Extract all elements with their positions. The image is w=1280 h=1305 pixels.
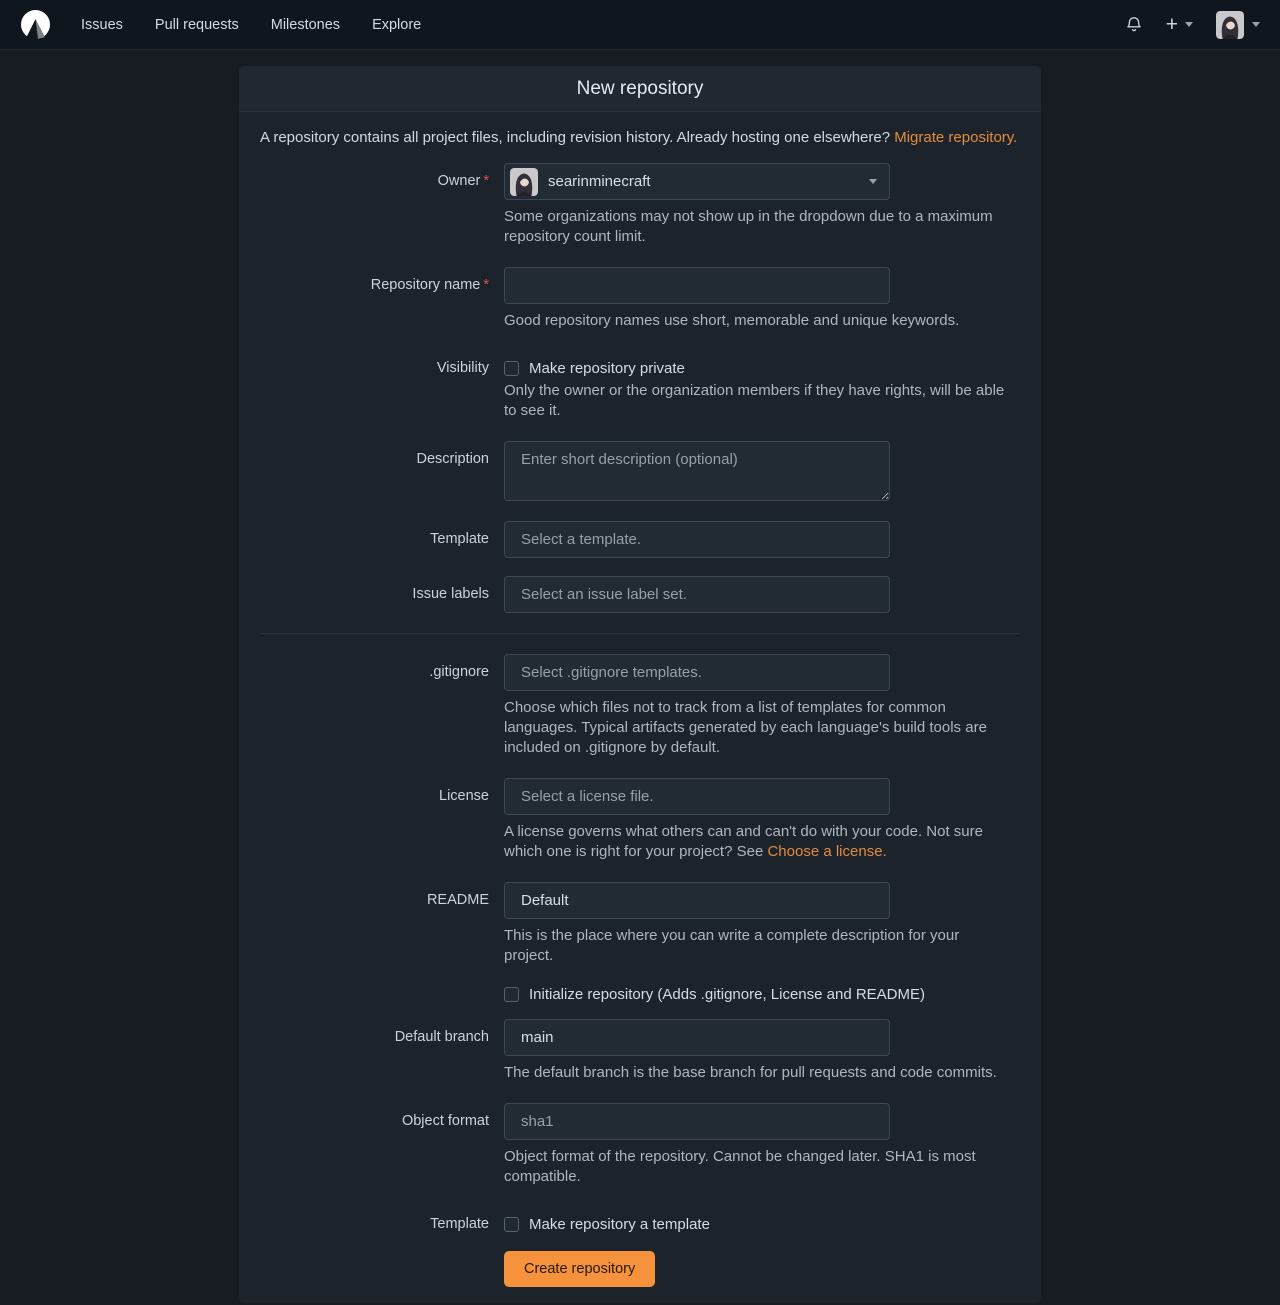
visibility-row: [260, 351, 1020, 421]
user-menu[interactable]: [1216, 11, 1260, 39]
template-flag-label: Template: [430, 1216, 489, 1232]
default-branch-label: Default branch: [394, 1029, 489, 1045]
gitignore-label: .gitignore: [429, 664, 489, 680]
card-header: [239, 66, 1041, 112]
template-select[interactable]: Select a template.: [504, 521, 890, 558]
choose-a-license-link[interactable]: Choose a license.: [767, 843, 887, 860]
owner-value: searinminecraft: [548, 173, 651, 190]
description-row: [260, 441, 1020, 501]
object-format-row: [260, 1103, 1020, 1187]
nav-links: [65, 0, 437, 50]
make-template-checkbox[interactable]: [504, 1217, 519, 1232]
notifications-bell-icon[interactable]: [1125, 16, 1143, 34]
repository-name-label: Repository name: [370, 277, 481, 293]
license-help: A license governs what others can and can't do with your code. Not sure which one is right for your project? See Choose a license.: [504, 823, 983, 860]
owner-help: Some organizations may not show up in the dropdown due to a maximum repository count limit.: [504, 208, 993, 245]
page-title: New repository: [576, 77, 704, 99]
issue-labels-label: Issue labels: [412, 586, 489, 602]
private-checkbox-label[interactable]: Make repository private: [529, 360, 685, 377]
navbar-right: [1125, 11, 1260, 39]
gitignore-select[interactable]: Select .gitignore templates.: [504, 654, 890, 691]
default-branch-help: The default branch is the base branch for pull requests and code commits.: [504, 1064, 997, 1081]
submit-row: [260, 1251, 1020, 1287]
template-select-row: [260, 521, 1020, 558]
initialize-repository-checkbox[interactable]: [504, 987, 519, 1002]
chevron-down-icon: [1252, 22, 1260, 27]
object-format-select[interactable]: sha1: [504, 1103, 890, 1140]
migrate-repository-link[interactable]: Migrate repository.: [894, 129, 1018, 146]
template-select-label: Template: [430, 531, 489, 547]
nav-link-milestones[interactable]: Milestones: [270, 16, 341, 33]
owner-select[interactable]: [504, 163, 890, 200]
initialize-row: [260, 986, 1020, 1003]
issue-labels-select[interactable]: Select an issue label set.: [504, 576, 890, 613]
intro-text: A repository contains all project files, including revision history. Already hosting one elsewhere? Migrate repository.: [260, 129, 1018, 146]
section-divider: [260, 633, 1020, 634]
visibility-help: Only the owner or the organization members if they have rights, will be able to see it.: [504, 382, 1005, 419]
top-navbar: [0, 0, 1280, 50]
new-repository-form: [239, 112, 1041, 1303]
nav-link-explore[interactable]: Explore: [372, 16, 422, 33]
readme-help: This is the place where you can write a complete description for your project.: [504, 927, 960, 964]
required-asterisk: *: [483, 173, 489, 189]
issue-labels-row: [260, 576, 1020, 613]
license-select[interactable]: Select a license file.: [504, 778, 890, 815]
nav-link-issues[interactable]: Issues: [81, 16, 123, 33]
nav-link-pull-requests[interactable]: Pull requests: [154, 16, 239, 33]
repository-name-row: [260, 267, 1020, 331]
visibility-label: Visibility: [436, 360, 489, 376]
default-branch-row: [260, 1019, 1020, 1083]
create-repository-button[interactable]: Create repository: [504, 1251, 655, 1287]
plus-icon: +: [1165, 13, 1178, 36]
object-format-label: Object format: [401, 1113, 489, 1129]
readme-label: README: [426, 892, 489, 908]
user-avatar: [1216, 11, 1244, 39]
owner-avatar: [510, 168, 538, 196]
initialize-repository-label[interactable]: Initialize repository (Adds .gitignore, License and README): [529, 986, 926, 1003]
object-format-help: Object format of the repository. Cannot be changed later. SHA1 is most compatible.: [504, 1148, 976, 1185]
description-label: Description: [416, 451, 489, 467]
required-asterisk: *: [483, 277, 489, 293]
repository-name-help: Good repository names use short, memorable and unique keywords.: [504, 312, 960, 329]
repository-name-input[interactable]: [504, 267, 890, 304]
chevron-down-icon: [1185, 22, 1193, 27]
default-branch-input[interactable]: [504, 1019, 890, 1056]
description-textarea[interactable]: [504, 441, 890, 501]
owner-row: [260, 163, 1020, 247]
readme-select[interactable]: Default: [504, 882, 890, 919]
license-label: License: [439, 788, 489, 804]
make-template-checkbox-label[interactable]: Make repository a template: [529, 1216, 710, 1233]
codeberg-logo-icon[interactable]: [20, 9, 51, 40]
readme-row: [260, 882, 1020, 966]
create-new-dropdown[interactable]: [1166, 14, 1193, 35]
gitignore-help: Choose which files not to track from a list of templates for common languages. Typical artifacts generated by each language's build tools are included on .gitignore by default.: [504, 699, 987, 756]
page-content: [0, 50, 1280, 1303]
private-checkbox[interactable]: [504, 361, 519, 376]
template-flag-row: [260, 1207, 1020, 1233]
chevron-down-icon: [869, 179, 877, 184]
gitignore-row: [260, 654, 1020, 758]
owner-label: Owner: [437, 173, 481, 189]
new-repository-card: [239, 66, 1041, 1303]
license-row: [260, 778, 1020, 862]
